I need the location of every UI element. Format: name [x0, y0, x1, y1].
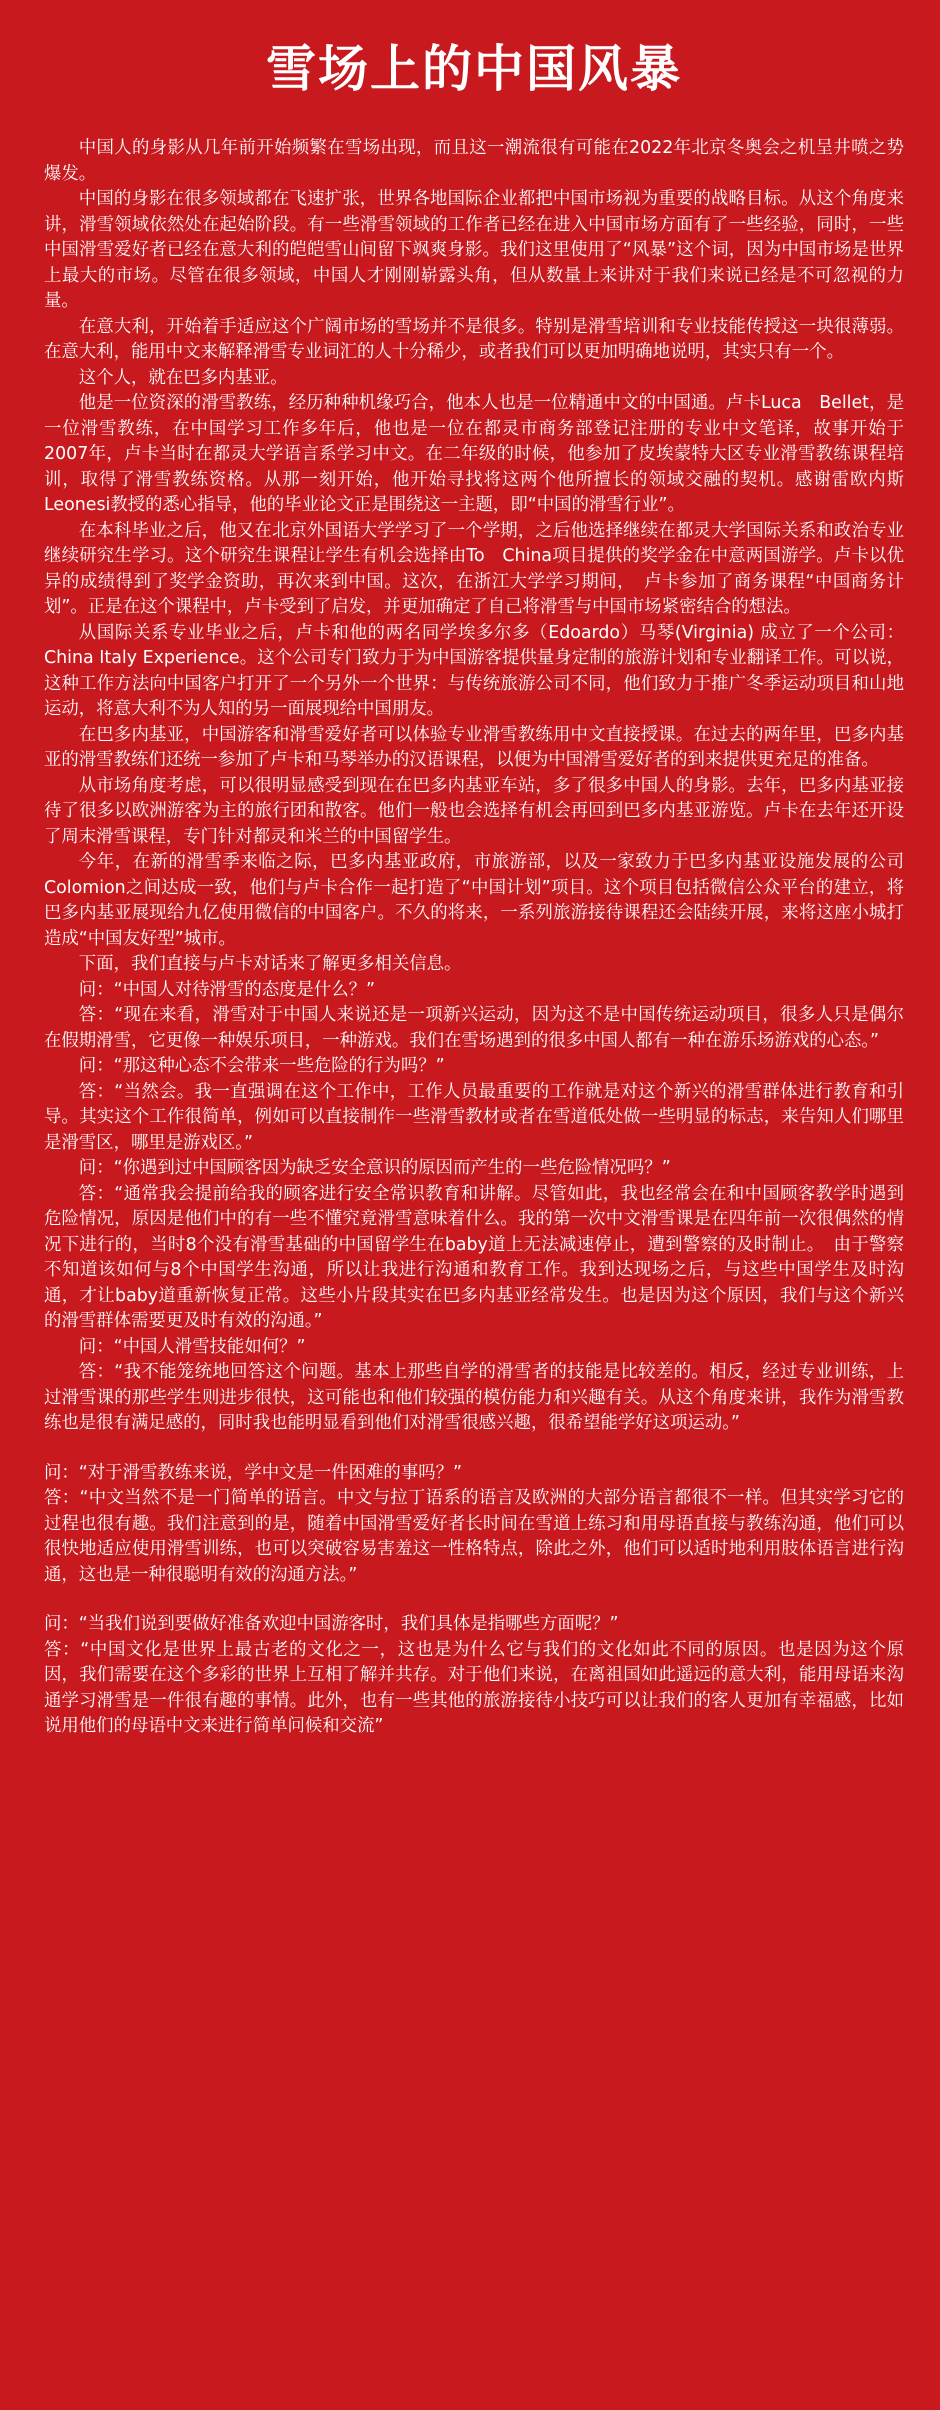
answer: 答：“现在来看，滑雪对于中国人来说还是一项新兴运动，因为这不是中国传统运动项目，很多人只是偶尔在假期滑雪，它更像一种娱乐项目，一种游戏。我们在雪场遇到的很多中国人都有一种在游乐场游戏的心态。” [44, 1005, 904, 1051]
question: 问：“那这种心态不会带来一些危险的行为吗？” [78, 1056, 445, 1076]
paragraph: 他是一位资深的滑雪教练，经历种种机缘巧合，他本人也是一位精通中文的中国通。卢卡Luca Bellet，是一位滑雪教练，在中国学习工作多年后，他也是一位在都灵市商务部登记注册的专业中文笔译，故事开始于2007年，卢卡当时在都灵大学语言系学习中文。在二年级的时候，他参加了皮埃蒙特大区专业滑雪教练课程培训，取得了滑雪教练资格。从那一刻开始，他开始寻找将这两个他所擅长的领域交融的契机。感谢雷欧内斯Leonesi教授的悉心指导，他的毕业论文正是围绕这一主题，即“中国的滑雪行业”。 [44, 393, 904, 515]
question: 问：“中国人滑雪技能如何？” [78, 1336, 306, 1357]
question: 问：“中国人对待滑雪的态度是什么？” [78, 979, 376, 1000]
answer: 答：“当然会。我一直强调在这个工作中，工作人员最重要的工作就是对这个新兴的滑雪群体进行教育和引导。其实这个工作很简单，例如可以直接制作一些滑雪教材或者在雪道低处做一些明显的标志，来告知人们哪里是滑雪区，哪里是游戏区。” [44, 1081, 904, 1153]
question: 问：“当我们说到要做好准备欢迎中国游客时，我们具体是指哪些方面呢？” [44, 1614, 619, 1634]
paragraph: 在巴多内基亚，中国游客和滑雪爱好者可以体验专业滑雪教练用中文直接授课。在过去的两年里，巴多内基亚的滑雪教练们还统一参加了卢卡和马琴举办的汉语课程，以便为中国滑雪爱好者的到来提供更充足的准备。 [44, 724, 904, 770]
paragraph: 在意大利，开始着手适应这个广阔市场的雪场并不是很多。特别是滑雪培训和专业技能传授这一块很薄弱。在意大利，能用中文来解释滑雪专业词汇的人十分稀少，或者我们可以更加明确地说明，其实只有一个。 [44, 316, 904, 362]
answer: 答：“通常我会提前给我的顾客进行安全常识教育和讲解。尽管如此，我也经常会在和中国顾客教学时遇到危险情况，原因是他们中的有一些不懂究竟滑雪意味着什么。我的第一次中文滑雪课是在四年前一次很偶然的情况下进行的，当时8个没有滑雪基础的中国留学生在baby道上无法减速停止，遭到警察的及时制止。 由于警察不知道该如何与8个中国学生沟通，所以让我进行沟通和教育工作。我到达现场之后，与这些中国学生及时沟通，才让baby道重新恢复正常。这些小片段其实在巴多内基亚经常发生。也是因为这个原因，我们与这个新兴的滑雪群体需要更及时有效的沟通。” [44, 1183, 904, 1331]
article-body [44, 136, 904, 1437]
paragraph: 中国的身影在很多领域都在飞速扩张，世界各地国际企业都把中国市场视为重要的战略目标。从这个角度来讲，滑雪领域依然处在起始阶段。有一些滑雪领域的工作者已经在进入中国市场方面有了一些经验，同时，一些中国滑雪爱好者已经在意大利的皑皑雪山间留下飒爽身影。我们这里使用了“风暴”这个词，因为中国市场是世界上最大的市场。尽管在很多领域，中国人才刚刚崭露头角，但从数量上来讲对于我们来说已经是不可忽视的力量。 [44, 189, 904, 311]
paragraph: 从市场角度考虑，可以很明显感受到现在在巴多内基亚车站，多了很多中国人的身影。去年，巴多内基亚接待了很多以欧洲游客为主的旅行团和散客。他们一般也会选择有机会再回到巴多内基亚游览。卢卡在去年还开设了周末滑雪课程，专门针对都灵和米兰的中国留学生。 [44, 775, 904, 847]
question: 问：“你遇到过中国顾客因为缺乏安全意识的原因而产生的一些危险情况吗？” [78, 1158, 671, 1178]
answer: 答：“中国文化是世界上最古老的文化之一，这也是为什么它与我们的文化如此不同的原因。也是因为这个原因，我们需要在这个多彩的世界上互相了解并共存。对于他们来说，在离祖国如此遥远的意大利，能用母语来沟通学习滑雪是一件很有趣的事情。此外，也有一些其他的旅游接待小技巧可以让我们的客人更加有幸福感，比如说用他们的母语中文来进行简单问候和交流” [44, 1639, 904, 1736]
question: 问：“对于滑雪教练来说，学中文是一件困难的事吗？” [44, 1462, 463, 1483]
answer: 答：“中文当然不是一门简单的语言。中文与拉丁语系的语言及欧洲的大部分语言都很不一样。但其实学习它的过程也很有趣。我们注意到的是，随着中国滑雪爱好者长时间在雪道上练习和用母语直接与教练沟通，他们可以很快地适应使用滑雪训练，也可以突破容易害羞这一性格特点，除此之外，他们可以适时地利用肢体语言进行沟通，这也是一种很聪明有效的沟通方法。” [44, 1488, 904, 1585]
paragraph: 今年，在新的滑雪季来临之际，巴多内基亚政府，市旅游部，以及一家致力于巴多内基亚设施发展的公司Colomion之间达成一致，他们与卢卡合作一起打造了“中国计划”项目。这个项目包括微信公众平台的建立，将巴多内基亚展现给九亿使用微信的中国客户。不久的将来，一系列旅游接待课程还会陆续开展，来将这座小城打造成“中国友好型”城市。 [44, 852, 904, 949]
qa-block [44, 1612, 904, 1740]
paragraph: 从国际关系专业毕业之后，卢卡和他的两名同学埃多尔多（Edoardo）马琴(Virginia) 成立了一个公司：China Italy Experience。这个公司专门致力于为中国游客提供量身定制的旅游计划和专业翻译工作。可以说，这种工作方法向中国客户打开了一个另外一个世界：与传统旅游公司不同，他们致力于推广冬季运动项目和山地运动，将意大利不为人知的另一面展现给中国朋友。 [44, 622, 904, 719]
qa-section [44, 1461, 904, 1740]
answer: 答：“我不能笼统地回答这个问题。基本上那些自学的滑雪者的技能是比较差的。相反，经过专业训练，上过滑雪课的那些学生则进步很快，这可能也和他们较强的模仿能力和兴趣有关。从这个角度来讲，我作为滑雪教练也是很有满足感的，同时我也能明显看到他们对滑雪很感兴趣，很希望能学好这项运动。” [44, 1362, 904, 1433]
paragraph: 这个人，就在巴多内基亚。 [78, 367, 288, 388]
paragraph: 在本科毕业之后，他又在北京外国语大学学习了一个学期，之后他选择继续在都灵大学国际关系和政治专业继续研究生学习。这个研究生课程让学生有机会选择由To China项目提供的奖学金在中意两国游学。卢卡以优异的成绩得到了奖学金资助，再次来到中国。这次，在浙江大学学习期间， 卢卡参加了商务课程“中国商务计划”。正是在这个课程中，卢卡受到了启发，并更加确定了自己将滑雪与中国市场紧密结合的想法。 [44, 520, 904, 617]
paragraph: 下面，我们直接与卢卡对话来了解更多相关信息。 [78, 954, 462, 974]
article-title: 雪场上的中国风暴 [266, 40, 682, 98]
qa-block [44, 1461, 904, 1589]
paragraph: 中国人的身影从几年前开始频繁在雪场出现，而且这一潮流很有可能在2022年北京冬奥会之机呈井喷之势爆发。 [44, 138, 904, 184]
